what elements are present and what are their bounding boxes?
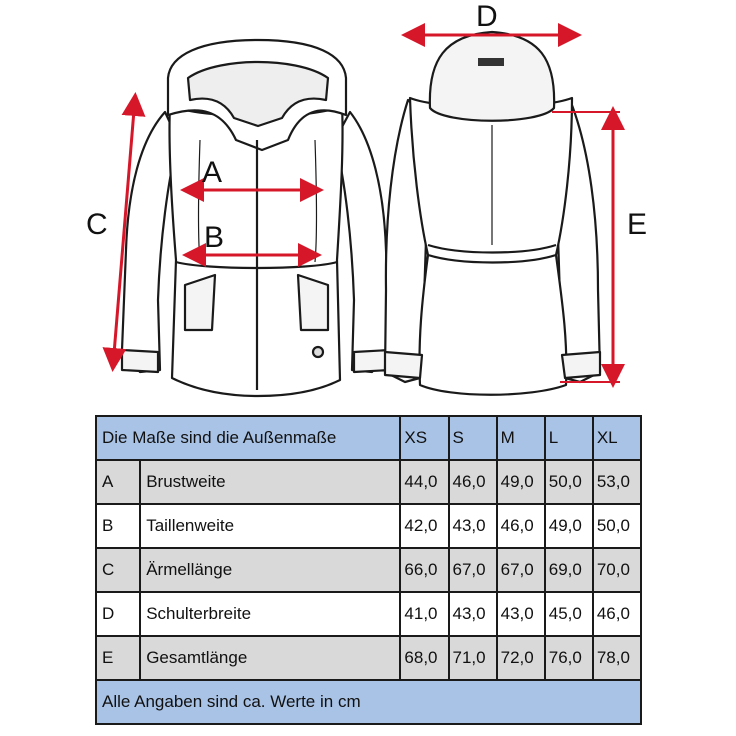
table-row — [96, 460, 641, 504]
size-table — [95, 415, 642, 725]
row-label: Schulterbreite — [140, 592, 400, 636]
size-m-header: M — [497, 416, 545, 460]
jacket-front-drawing — [122, 40, 390, 396]
cell-value: 45,0 — [545, 592, 593, 636]
row-key: E — [96, 636, 140, 680]
cell-value: 46,0 — [593, 592, 641, 636]
cell-value: 68,0 — [400, 636, 448, 680]
size-xl-header: XL — [593, 416, 641, 460]
cell-value: 43,0 — [497, 592, 545, 636]
label-d: D — [476, 0, 498, 33]
cell-value: 43,0 — [449, 504, 497, 548]
size-s-header: S — [449, 416, 497, 460]
cell-value: 44,0 — [400, 460, 448, 504]
cell-value: 50,0 — [545, 460, 593, 504]
table-footer-row — [96, 680, 641, 724]
label-b: B — [204, 221, 225, 254]
cell-value: 50,0 — [593, 504, 641, 548]
label-e: E — [627, 208, 648, 241]
table-header-row — [96, 416, 641, 460]
cell-value: 71,0 — [449, 636, 497, 680]
cell-value: 72,0 — [497, 636, 545, 680]
row-key: B — [96, 504, 140, 548]
label-a: A — [202, 156, 223, 189]
row-label: Ärmellänge — [140, 548, 400, 592]
table-header-title: Die Maße sind die Außenmaße — [96, 416, 400, 460]
row-key: D — [96, 592, 140, 636]
cell-value: 78,0 — [593, 636, 641, 680]
table-row — [96, 548, 641, 592]
cell-value: 46,0 — [497, 504, 545, 548]
cell-value: 49,0 — [497, 460, 545, 504]
cell-value: 42,0 — [400, 504, 448, 548]
cell-value: 41,0 — [400, 592, 448, 636]
cell-value: 70,0 — [593, 548, 641, 592]
size-xs-header: XS — [400, 416, 448, 460]
row-label: Gesamtlänge — [140, 636, 400, 680]
row-label: Taillenweite — [140, 504, 400, 548]
row-label: Brustweite — [140, 460, 400, 504]
table-row — [96, 636, 641, 680]
row-key: A — [96, 460, 140, 504]
size-l-header: L — [545, 416, 593, 460]
cell-value: 69,0 — [545, 548, 593, 592]
table-row — [96, 592, 641, 636]
cell-value: 53,0 — [593, 460, 641, 504]
cell-value: 49,0 — [545, 504, 593, 548]
cell-value: 66,0 — [400, 548, 448, 592]
cell-value: 67,0 — [497, 548, 545, 592]
cell-value: 67,0 — [449, 548, 497, 592]
cell-value: 46,0 — [449, 460, 497, 504]
table-footer-note: Alle Angaben sind ca. Werte in cm — [96, 680, 641, 724]
cell-value: 43,0 — [449, 592, 497, 636]
label-c: C — [86, 208, 108, 241]
table-row — [96, 504, 641, 548]
jacket-back-drawing — [385, 32, 600, 395]
cell-value: 76,0 — [545, 636, 593, 680]
row-key: C — [96, 548, 140, 592]
